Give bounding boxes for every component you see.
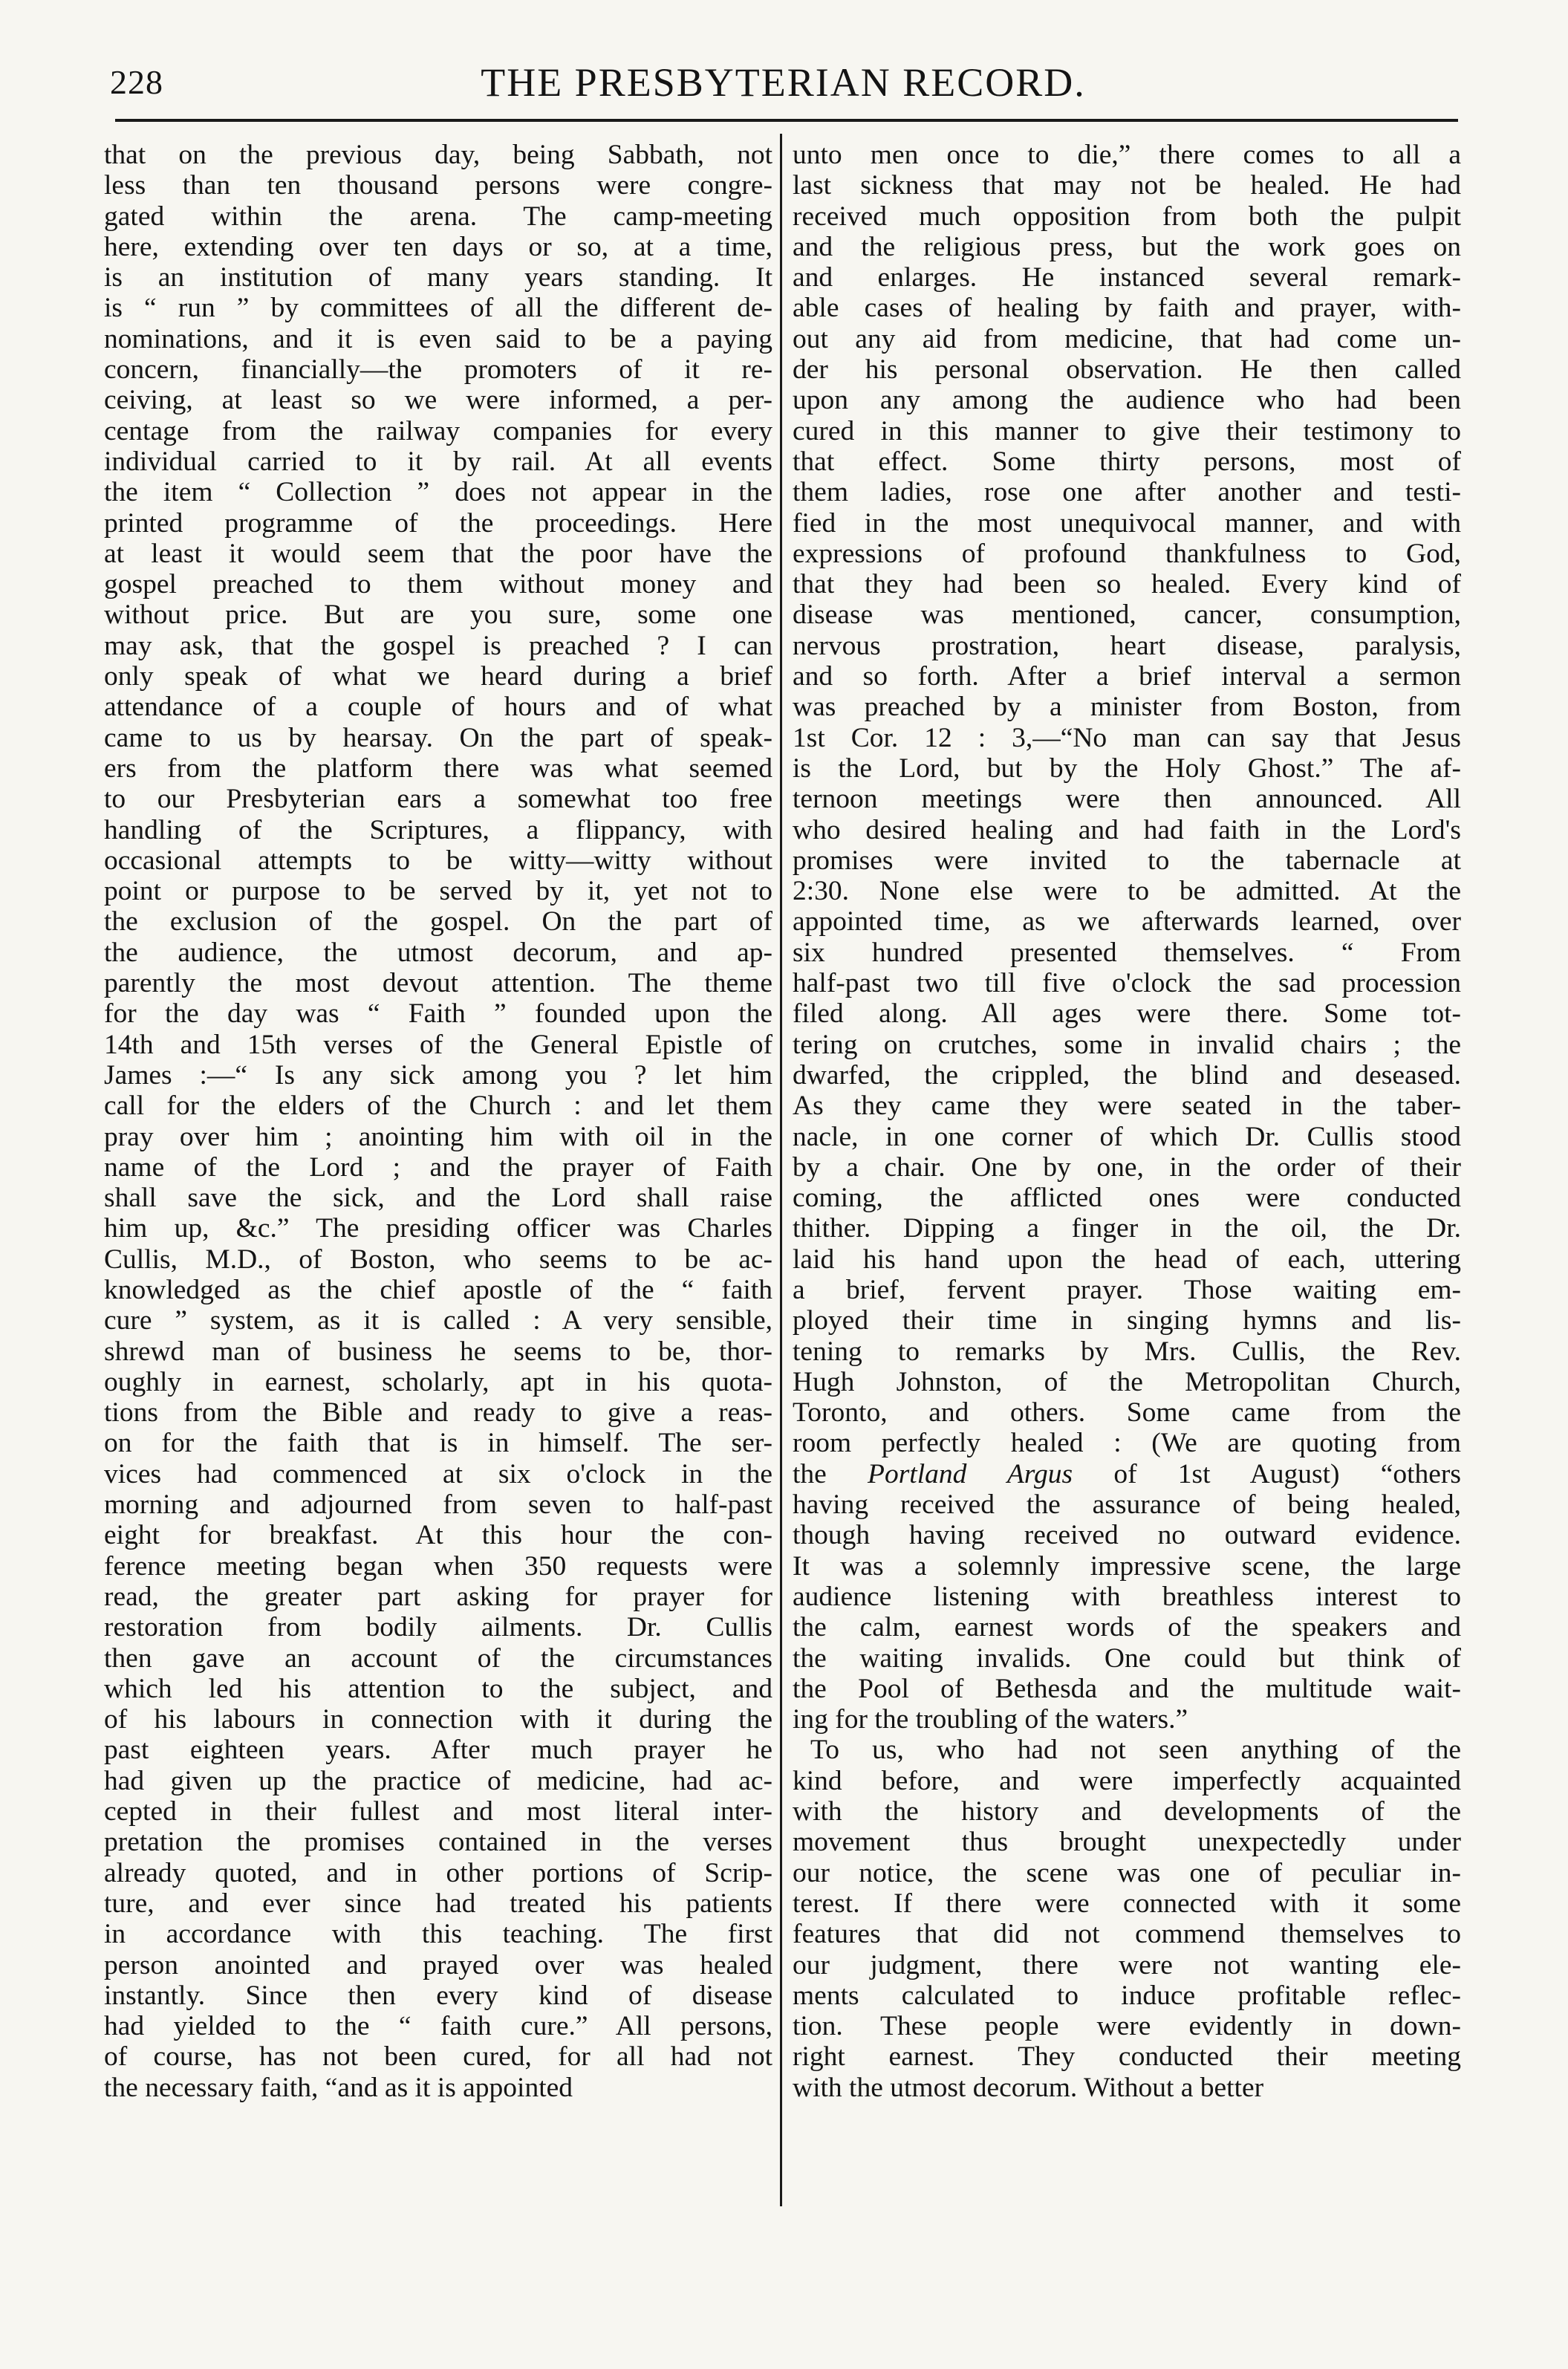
text-line: who desired healing and had faith in the Lord's (793, 814, 1461, 845)
text-line: the Portland Argus of 1st August) “others (793, 1458, 1461, 1489)
text-line: name of the Lord ; and the prayer of Faith (104, 1151, 772, 1183)
text-line: concern, financially—the promoters of it re- (104, 354, 772, 386)
text-line: our notice, the scene was one of peculiar in- (793, 1857, 1461, 1888)
text-line: is “ run ” by committees of all the different de- (104, 293, 772, 324)
text-line: that they had been so healed. Every kind of (793, 569, 1461, 600)
text-line: only speak of what we heard during a brief (104, 661, 772, 692)
text-line: that effect. Some thirty persons, most of (793, 446, 1461, 477)
text-line: them ladies, rose one after another and testi- (793, 477, 1461, 508)
text-line: cure ” system, as it is called : A very sensible, (104, 1305, 772, 1336)
text-line: tering on crutches, some in invalid chairs ; the (793, 1029, 1461, 1060)
text-line: to our Presbyterian ears a somewhat too free (104, 784, 772, 815)
text-line: nacle, in one corner of which Dr. Cullis stood (793, 1121, 1461, 1152)
text-line: is an institution of many years standing. It (104, 262, 772, 293)
text-line: ternoon meetings were then announced. All (793, 784, 1461, 815)
text-line: audience listening with breathless interest to (793, 1581, 1461, 1612)
text-line: printed programme of the proceedings. Here (104, 507, 772, 539)
text-line: on for the faith that is in himself. The ser- (104, 1428, 772, 1459)
text-line: that on the previous day, being Sabbath, not (104, 140, 772, 170)
text-line: 2:30. None else were to be admitted. At the (793, 876, 1461, 907)
text-line: gated within the arena. The camp-meeting (104, 201, 772, 232)
text-line: is the Lord, but by the Holy Ghost.” The af- (793, 753, 1461, 784)
text-line: and the religious press, but the work goes on (793, 231, 1461, 262)
text-line: room perfectly healed : (We are quoting from (793, 1428, 1461, 1459)
text-line: eight for breakfast. At this hour the con- (104, 1520, 772, 1551)
text-line: terest. If there were connected with it some (793, 1888, 1461, 1919)
text-line: person anointed and prayed over was healed (104, 1949, 772, 1980)
text-line: Cullis, M.D., of Boston, who seems to be ac- (104, 1244, 772, 1275)
text-line: ceiving, at least so we were informed, a per- (104, 385, 772, 416)
text-line: him up, &c.” The presiding officer was Charles (104, 1213, 772, 1244)
text-line: point or purpose to be served by it, yet not to (104, 876, 772, 907)
text-line: 1st Cor. 12 : 3,—“No man can say that Jesus (793, 722, 1461, 753)
text-line: out any aid from medicine, that had come un- (793, 323, 1461, 354)
column-divider (780, 134, 782, 2206)
text-line: without price. But are you sure, some one (104, 599, 772, 631)
page-number: 228 (110, 63, 163, 101)
text-line: vices had commenced at six o'clock in the (104, 1458, 772, 1489)
text-line: cepted in their fullest and most literal inter- (104, 1796, 772, 1827)
text-line: with the utmost decorum. Without a better (793, 2072, 1264, 2103)
text-line: the item “ Collection ” does not appear in the (104, 477, 772, 508)
text-line: here, extending over ten days or so, at a time, (104, 231, 772, 262)
text-line: with the history and developments of the (793, 1796, 1461, 1827)
text-line: disease was mentioned, cancer, consumption, (793, 599, 1461, 631)
text-line: ference meeting began when 350 requests were (104, 1550, 772, 1582)
text-line: coming, the afflicted ones were conducted (793, 1183, 1461, 1214)
text-line: ments calculated to induce profitable reflec- (793, 1980, 1461, 2011)
text-line: able cases of healing by faith and prayer, with- (793, 293, 1461, 324)
text-line: of his labours in connection with it during the (104, 1704, 772, 1735)
text-line: It was a solemnly impressive scene, the large (793, 1550, 1461, 1582)
text-line: shall save the sick, and the Lord shall raise (104, 1183, 772, 1214)
text-line: unto men once to die,” there comes to all a (793, 140, 1461, 170)
text-line: and so forth. After a brief interval a sermon (793, 661, 1461, 692)
text-line: oughly in earnest, scholarly, apt in his quota- (104, 1366, 772, 1397)
text-line: cured in this manner to give their testimony to (793, 415, 1461, 446)
text-line: less than ten thousand persons were congre- (104, 170, 772, 201)
text-line: of course, has not been cured, for all had not (104, 2041, 772, 2073)
text-line: came to us by hearsay. On the part of speak- (104, 722, 772, 753)
text-line: fied in the most unequivocal manner, and with (793, 507, 1461, 539)
text-line: though having received no outward evidence. (793, 1520, 1461, 1551)
text-line: had yielded to the “ faith cure.” All persons, (104, 2011, 772, 2042)
right-column (793, 140, 1461, 2212)
text-line: the necessary faith, “and as it is appointed (104, 2072, 573, 2103)
running-head: THE PRESBYTERIAN RECORD. (481, 60, 1086, 105)
text-line: then gave an account of the circumstances (104, 1642, 772, 1674)
text-line: for the day was “ Faith ” founded upon the (104, 998, 772, 1030)
text-line: and enlarges. He instanced several remark- (793, 262, 1461, 293)
text-line: James :—“ Is any sick among you ? let him (104, 1059, 772, 1091)
text-line: had given up the practice of medicine, had ac- (104, 1765, 772, 1796)
text-line: in accordance with this teaching. The first (104, 1919, 772, 1950)
text-line: shrewd man of business he seems to be, thor- (104, 1336, 772, 1367)
text-line: last sickness that may not be healed. He had (793, 170, 1461, 201)
text-line: right earnest. They conducted their meeting (793, 2041, 1461, 2073)
text-line: having received the assurance of being healed, (793, 1489, 1461, 1521)
text-line: features that did not commend themselves to (793, 1919, 1461, 1950)
text-line: promises were invited to the tabernacle at (793, 845, 1461, 876)
text-line: which led his attention to the subject, and (104, 1673, 772, 1704)
text-line: our judgment, there were not wanting ele- (793, 1949, 1461, 1980)
text-line: the calm, earnest words of the speakers and (793, 1612, 1461, 1643)
text-line: individual carried to it by rail. At all events (104, 446, 772, 477)
text-line: To us, who had not seen anything of the (810, 1735, 1461, 1766)
text-line: centage from the railway companies for every (104, 415, 772, 446)
text-line: tening to remarks by Mrs. Cullis, the Rev. (793, 1336, 1461, 1367)
text-line: ers from the platform there was what seemed (104, 753, 772, 784)
text-line: Toronto, and others. Some came from the (793, 1397, 1461, 1429)
text-line: tion. These people were evidently in down- (793, 2011, 1461, 2042)
text-line: parently the most devout attention. The theme (104, 968, 772, 999)
text-line: past eighteen years. After much prayer he (104, 1735, 772, 1766)
text-line: half-past two till five o'clock the sad procession (793, 968, 1461, 999)
text-line: movement thus brought unexpectedly under (793, 1827, 1461, 1858)
text-line: read, the greater part asking for prayer for (104, 1581, 772, 1612)
text-line: tions from the Bible and ready to give a reas- (104, 1397, 772, 1429)
left-column (104, 140, 772, 2212)
text-line: call for the elders of the Church : and let them (104, 1091, 772, 1122)
text-line: a brief, fervent prayer. Those waiting em- (793, 1274, 1461, 1305)
text-line: expressions of profound thankfulness to God, (793, 538, 1461, 569)
text-line: ing for the troubling of the waters.” (793, 1704, 1188, 1735)
text-line: the audience, the utmost decorum, and ap- (104, 937, 772, 968)
text-line: the Pool of Bethesda and the multitude wait- (793, 1673, 1461, 1704)
text-line: der his personal observation. He then called (793, 354, 1461, 386)
text-line: instantly. Since then every kind of disease (104, 1980, 772, 2011)
text-line: kind before, and were imperfectly acquainted (793, 1765, 1461, 1796)
text-line: restoration from bodily ailments. Dr. Cullis (104, 1612, 772, 1643)
text-line: was preached by a minister from Boston, from (793, 692, 1461, 723)
text-line: thither. Dipping a finger in the oil, the Dr. (793, 1213, 1461, 1244)
text-line: appointed time, as we afterwards learned, over (793, 906, 1461, 937)
text-line: filed along. All ages were there. Some tot- (793, 998, 1461, 1030)
text-line: dwarfed, the crippled, the blind and deseased. (793, 1059, 1461, 1091)
text-line: at least it would seem that the poor have the (104, 538, 772, 569)
text-line: the exclusion of the gospel. On the part of (104, 906, 772, 937)
text-line: gospel preached to them without money and (104, 569, 772, 600)
text-line: may ask, that the gospel is preached ? I can (104, 630, 772, 661)
text-line: morning and adjourned from seven to half-past (104, 1489, 772, 1521)
text-line: pray over him ; anointing him with oil in the (104, 1121, 772, 1152)
text-line: nervous prostration, heart disease, paralysis, (793, 630, 1461, 661)
header-rule (115, 119, 1458, 122)
text-line: handling of the Scriptures, a flippancy, with (104, 814, 772, 845)
text-line: received much opposition from both the pulpit (793, 201, 1461, 232)
text-line: the waiting invalids. One could but think of (793, 1642, 1461, 1674)
text-line: by a chair. One by one, in the order of their (793, 1151, 1461, 1183)
text-line: nominations, and it is even said to be a paying (104, 323, 772, 354)
text-line: attendance of a couple of hours and of what (104, 692, 772, 723)
text-line: laid his hand upon the head of each, uttering (793, 1244, 1461, 1275)
text-line: Hugh Johnston, of the Metropolitan Church, (793, 1366, 1461, 1397)
text-line: ture, and ever since had treated his patients (104, 1888, 772, 1919)
text-line: already quoted, and in other portions of Scrip- (104, 1857, 772, 1888)
text-line: pretation the promises contained in the verses (104, 1827, 772, 1858)
text-line: ployed their time in singing hymns and lis- (793, 1305, 1461, 1336)
text-line: 14th and 15th verses of the General Epistle of (104, 1029, 772, 1060)
text-line: upon any among the audience who had been (793, 385, 1461, 416)
page-header (110, 45, 1457, 119)
text-line: occasional attempts to be witty—witty without (104, 845, 772, 876)
text-line: knowledged as the chief apostle of the “ faith (104, 1274, 772, 1305)
text-line: As they came they were seated in the taber- (793, 1091, 1461, 1122)
text-line: six hundred presented themselves. “ From (793, 937, 1461, 968)
